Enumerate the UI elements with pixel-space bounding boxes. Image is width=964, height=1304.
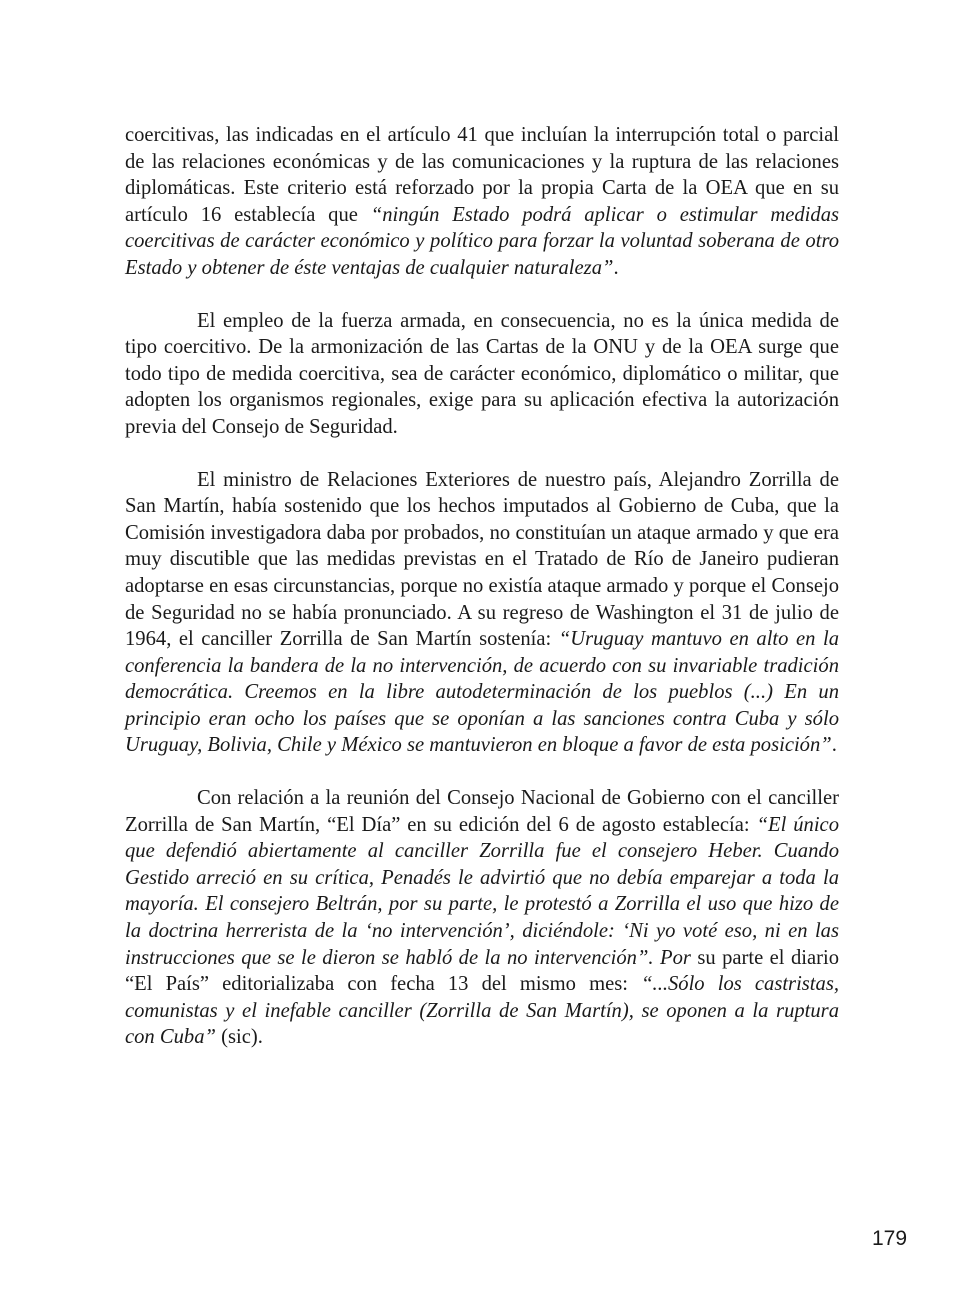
- paragraph-spacer: [125, 441, 839, 467]
- paragraph-spacer: [125, 759, 839, 785]
- paragraph-3-text: El ministro de Relaciones Exteriores de nuestro país, Alejandro Zorrilla de San Martín, había sostenido que los hechos imputados al Gobierno de Cuba, que la Comisión investigadora daba por probados, no constituían un ataque armado y que era muy discutible que las medidas previstas en el Tratado de Río de Janeiro pudieran adoptarse en esas circunstancias, porque no existía ataque armado y porque el Consejo de Seguridad no se había pronunciado. A su regreso de Washington el 31 de julio de 1964, el canciller Zorrilla de San Martín sostenía:: [125, 468, 839, 651]
- paragraph-4-text-2: su parte el diario “El País” editorializaba con fecha 13 del mismo mes:: [125, 946, 839, 996]
- paragraph-3-end: .: [831, 734, 837, 757]
- paragraph-1: [125, 122, 839, 282]
- paragraph-4-text: Con relación a la reunión del Consejo Nacional de Gobierno con el canciller Zorrilla de San Martín, “El Día” en su edición del 6 de agosto establecía:: [125, 787, 839, 836]
- paragraph-4: [125, 785, 839, 1051]
- paragraph-1-text: coercitivas, las indicadas en el artículo 41 que incluían la interrupción total o parcial de las relaciones económicas y de las comunicaciones y la ruptura de las relaciones diplomáticas. Este criterio está reforzado por la propia Carta de la OEA que en su artículo 16 establecía que: [125, 124, 839, 226]
- page-body: [125, 122, 839, 1051]
- paragraph-spacer: [125, 282, 839, 308]
- paragraph-3: [125, 467, 839, 760]
- paragraph-1-quote: “ningún Estado podrá aplicar o estimular medidas coercitivas de carácter económico y político para forzar la voluntad soberana de otro Estado y obtener de éste ventajas de cualquier naturaleza”: [125, 203, 840, 279]
- paragraph-4-quote: “El único que defendió abiertamente al canciller Zorrilla fue el consejero Heber. Cuando Gestido arreció en su crítica, Penadés le advirtió que no debía emparejar a toda la mayoría. El consejero Beltrán, por su parte, le protestó a Zorrilla el uso que hizo de la doctrina herrerista de la ‘no intervención’, diciéndole: ‘Ni yo voté eso, ni en las instrucciones que se le dieron se habló de la no intervención”. Por: [125, 813, 839, 969]
- paragraph-2: [125, 308, 839, 441]
- paragraph-4-quote-2: “...Sólo los castristas, comunistas y el inefable canciller (Zorrilla de San Martín), se oponen a la ruptura con Cuba”: [125, 973, 839, 1049]
- paragraph-3-quote: “Uruguay mantuvo en alto en la conferencia la bandera de la no intervención, de acuerdo con su invariable tradición democrática. Creemos en la libre autodeterminación de los pueblos (...) En un principio eran ocho los países que se oponían a las sanciones contra Cuba y sólo Uruguay, Bolivia, Chile y México se mantuvieron en bloque a favor de esta posición”: [125, 628, 839, 757]
- paragraph-2-text: El empleo de la fuerza armada, en consecuencia, no es la única medida de tipo coercitivo. De la armonización de las Cartas de la ONU y de la OEA surge que todo tipo de medida coercitiva, sea de carácter económico, diplomático o militar, que adopten los organismos regionales, exige para su aplicación efectiva la autorización previa del Consejo de Seguridad.: [125, 309, 839, 438]
- paragraph-1-end: .: [613, 256, 619, 279]
- page-number: 179: [872, 1227, 908, 1250]
- paragraph-4-end: (sic).: [215, 1026, 263, 1049]
